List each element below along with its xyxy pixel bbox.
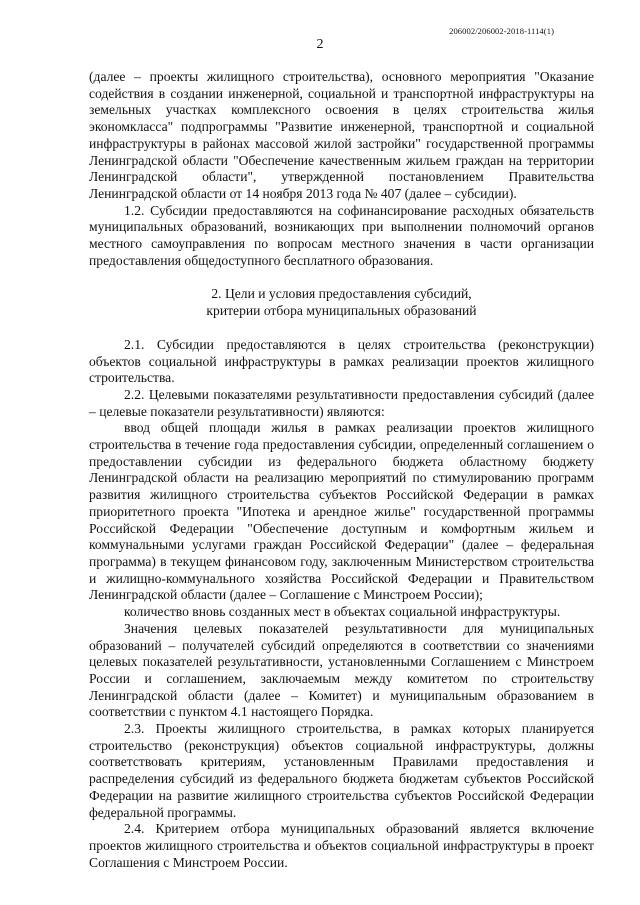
paragraph-2-3: 2.3. Проекты жилищного строительства, в рамках которых планируется строительство (реконструкция) объектов социальной инфраструктуры, должны соответствовать критериям, установленным Правилами предоставления и распределения субсидий из федерального бюджета бюджетам субъектов Российской Федерации на развитие жилищного строительства субъектов Российской Федерации федеральной программы. <box>89 721 594 820</box>
document-code: 206002/206002-2018-1114(1) <box>449 26 554 36</box>
paragraph-1-2: 1.2. Субсидии предоставляются на софинансирование расходных обязательств муниципальных образований, возникающих при выполнении полномочий органов местного самоуправления по вопросам местного значения в части организации предоставления общедоступного бесплатного образования. <box>89 202 594 268</box>
paragraph-2-2: 2.2. Целевыми показателями результативности предоставления субсидий (далее – целевые показатели результативности) являются: <box>89 386 594 419</box>
paragraph-indicator-places: количество вновь созданных мест в объектах социальной инфраструктуры. <box>124 604 561 620</box>
section-title-line-1: 2. Цели и условия предоставления субсидий, <box>211 286 472 302</box>
page-number: 2 <box>316 37 324 52</box>
section-2-title <box>89 286 594 319</box>
paragraph-indicator-housing: ввод общей площади жилья в рамках реализации проектов жилищного строительства в течение года предоставления субсидии, определенный соглашением о предоставлении субсидии из федерального бюджета областному бюджету Ленинградской области на реализацию мероприятий по стимулированию программ развития жилищного строительства субъектов Российской Федерации в рамках приоритетного проекта "Ипотека и арендное жилье" государственной программы Российской Федерации "Обеспечение доступным и комфортным жильем и коммунальными услугами граждан Российской Федерации" (далее – федеральная программа) в текущем финансовом году, заключенным Министерством строительства и жилищно-коммунального хозяйства Российской Федерации и Правительством Ленинградской области (далее – Соглашение с Минстроем России); <box>89 420 594 603</box>
paragraph-indicator-values: Значения целевых показателей результативности для муниципальных образований – получателей субсидий определяются в соответствии со значениями целевых показателей результативности, установленными Соглашением с Минстроем России и соглашением, заключаемым между комитетом по строительству Ленинградской области (далее – Комитет) и муниципальным образованием в соответствии с пунктом 4.1 настоящего Порядка. <box>89 620 594 720</box>
paragraph-2-4: 2.4. Критерием отбора муниципальных образований является включение проектов жилищного строительства и объектов социальной инфраструктуры в проект Соглашения с Минстроем России. <box>89 821 594 870</box>
section-title-line-2: критерии отбора муниципальных образований <box>206 303 477 319</box>
document-body <box>89 69 594 871</box>
paragraph-1-1-continuation: (далее – проекты жилищного строительства), основного мероприятия "Оказание содействия в создании инженерной, социальной и транспортной инфраструктуры на земельных участках комплексного освоения в целях строительства жилья экономкласса" подпрограммы "Развитие инженерной, транспортной и социальной инфраструктуры в районах массовой жилой застройки" государственной программы Ленинградской области "Обеспечение качественным жильем граждан на территории Ленинградской области", утвержденной постановлением Правительства Ленинградской области от 14 ноября 2013 года № 407 (далее – субсидии). <box>89 69 594 201</box>
paragraph-2-1: 2.1. Субсидии предоставляются в целях строительства (реконструкции) объектов социальной инфраструктуры в рамках реализации проектов жилищного строительства. <box>89 336 594 386</box>
